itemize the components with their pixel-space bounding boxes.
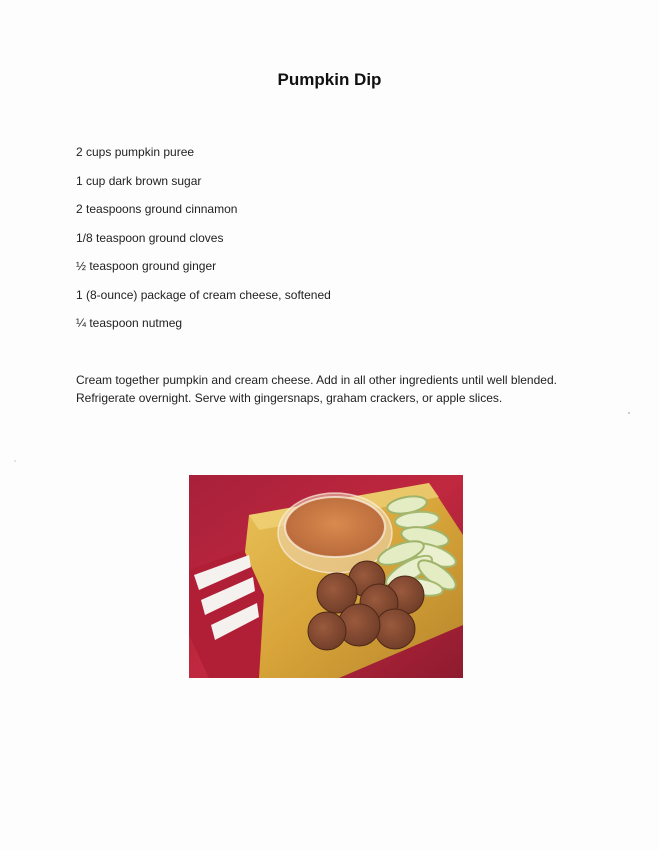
instruction-line: Cream together pumpkin and cream cheese. Add in all other ingredients until well blended. — [76, 373, 557, 387]
scan-speck — [14, 460, 16, 462]
instruction-line: Refrigerate overnight. Serve with gingersnaps, graham crackers, or apple slices. — [76, 390, 503, 405]
ingredient-item: ¼ teaspoon nutmeg — [76, 316, 183, 330]
ingredient-item: 1/8 teaspoon ground cloves — [76, 230, 224, 245]
ingredient-item: 1 (8-ounce) package of cream cheese, softened — [76, 287, 331, 302]
pumpkin-dip-photo — [189, 475, 463, 678]
ingredient-item: 2 teaspoons ground cinnamon — [76, 202, 238, 216]
recipe-instructions — [76, 372, 596, 407]
scan-speck — [628, 412, 630, 414]
ingredient-item: 2 cups pumpkin puree — [76, 145, 195, 159]
ingredient-item: ½ teaspoon ground ginger — [76, 259, 217, 273]
ingredient-item: 1 cup dark brown sugar — [76, 173, 202, 188]
ingredient-list — [76, 143, 331, 343]
recipe-title: Pumpkin Dip — [277, 70, 382, 89]
recipe-photo — [189, 475, 463, 678]
